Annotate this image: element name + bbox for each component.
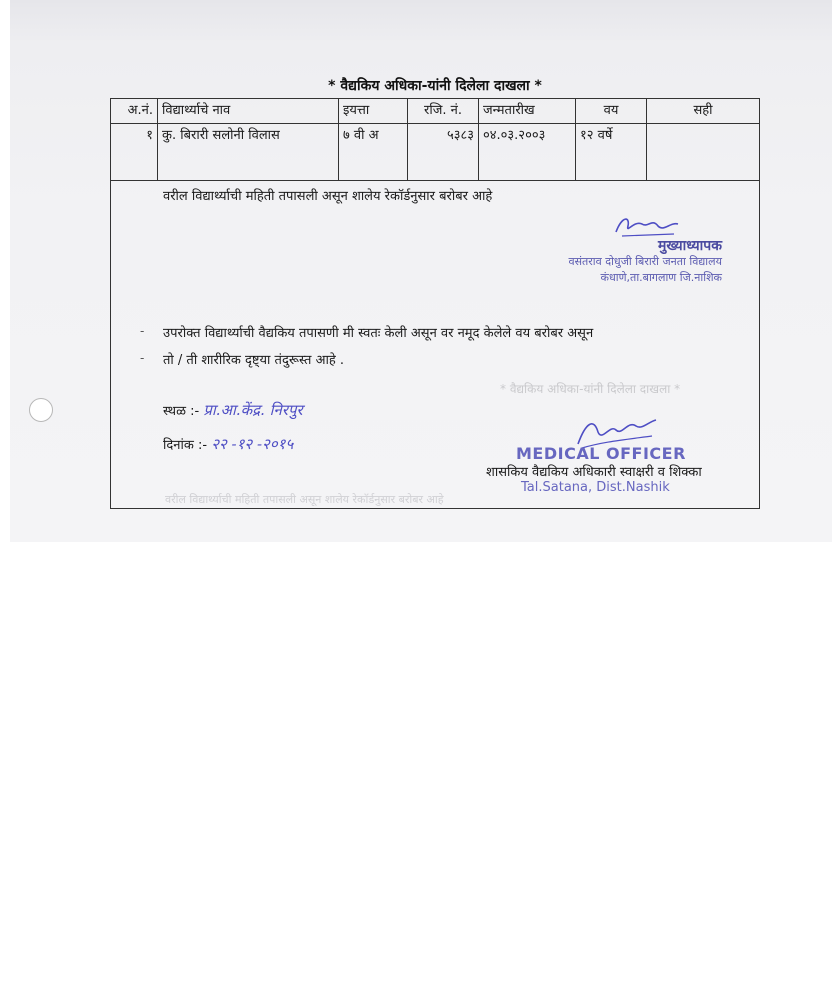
bullet-mark: - (140, 324, 145, 338)
blank-page-area (0, 542, 832, 992)
certificate-line-2: तो / ती शारीरिक दृष्ट्या तंदुरूस्त आहे . (163, 353, 345, 368)
principal-post: मुख्याध्यापक (657, 238, 722, 254)
punch-hole (29, 398, 53, 422)
principal-signature (612, 212, 682, 240)
header-class: इयत्ता (339, 99, 408, 124)
date-line (163, 434, 293, 454)
student-table (110, 98, 760, 181)
officer-signature-label: शासकिय वैद्यकिय अधिकारी स्वाक्षरी व शिक्का (486, 465, 702, 480)
date-value: २२ -१२ -२०१५ (211, 435, 294, 453)
header-age: वय (576, 99, 647, 124)
cell-sr: १ (111, 124, 158, 181)
ghost-print-note: वरील विद्यार्थ्याची महिती तपासली असून शालेय रेकॉर्डनुसार बरोबर आहे (165, 493, 444, 506)
place-line (163, 400, 303, 420)
cell-class: ७ वी अ (339, 124, 408, 181)
table-row (111, 124, 760, 181)
cell-dob: ०४.०३.२००३ (479, 124, 576, 181)
medical-stamp-place: Tal.Satana, Dist.Nashik (521, 480, 670, 495)
place-value: प्रा.आ.केंद्र. निरपुर (203, 401, 303, 419)
table-header-row (111, 99, 760, 124)
header-sr: अ.नं. (111, 99, 158, 124)
medical-officer-stamp: MEDICAL OFFICER (516, 444, 686, 463)
date-label: दिनांक :- (163, 438, 208, 453)
header-reg: रजि. नं. (408, 99, 479, 124)
cell-name: कु. बिरारी सलोनी विलास (158, 124, 339, 181)
certificate-title: * वैद्यकिय अधिका-यांनी दिलेला दाखला * (328, 78, 542, 94)
school-name: वसंतराव दोधुजी बिरारी जनता विद्यालय (568, 255, 722, 268)
school-address: कंधाणे,ता.बागलाण जि.नाशिक (600, 271, 722, 284)
header-dob: जन्मतारीख (479, 99, 576, 124)
cell-sign (647, 124, 760, 181)
certificate-line-1: उपरोक्त विद्यार्थ्याची वैद्यकिय तपासणी मी स्वतः केली असून वर नमूद केलेले वय बरोबर असून (163, 326, 594, 341)
cell-reg: ५३८३ (408, 124, 479, 181)
header-name: विद्यार्थ्याचे नाव (158, 99, 339, 124)
scan-edge (0, 0, 10, 542)
principal-stamp (568, 238, 722, 286)
school-verification-note: वरील विद्यार्थ्याची महिती तपासली असून शालेय रेकॉर्डनुसार बरोबर आहे (163, 189, 493, 204)
bullet-mark: - (140, 351, 145, 365)
place-label: स्थळ :- (163, 404, 200, 419)
header-sign: सही (647, 99, 760, 124)
ghost-print: * वैद्यकिय अधिका-यांनी दिलेला दाखला * (500, 382, 681, 396)
cell-age: १२ वर्षे (576, 124, 647, 181)
